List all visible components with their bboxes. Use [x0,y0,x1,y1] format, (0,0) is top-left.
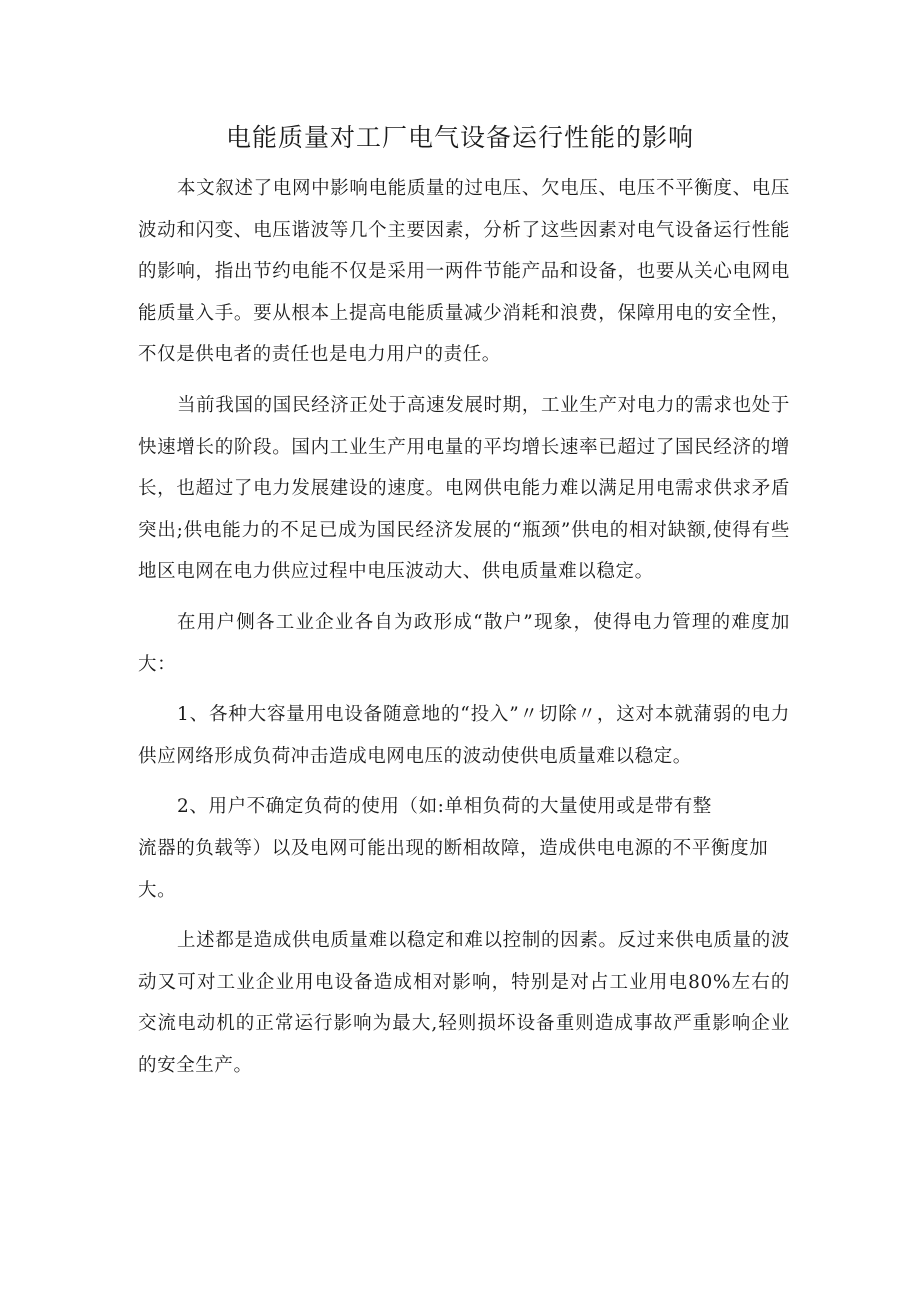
item-2-line: 大。 [138,879,177,901]
paragraph-conclusion: 上述都是造成供电质量难以稳定和难以控制的因素。反过来供电质量的波动又可对工业企业用电设备造成相对影响，特别是对占工业用电80%左右的交流电动机的正常运行影响为最大,轻则损坏设备重则造成事故严重影响企业的安全生产。 [138,930,790,1076]
document-title: 电能质量对工厂电气设备运行性能的影响 [225,123,694,152]
paragraph-background: 当前我国的国民经济正处于高速发展时期，工业生产对电力的需求也处于快速增长的阶段。国内工业生产用电量的平均增长速率已超过了国民经济的增长，也超过了电力发展建设的速度。电网供电能力难以满足用电需求供求矛盾突出;供电能力的不足已成为国民经济发展的“瓶颈”供电的相对缺额,使得有些地区电网在电力供应过程中电压波动大、供电质量难以稳定。 [138,394,790,583]
paragraph-item-2 [138,786,790,911]
document-body [138,168,790,1095]
item-2-line: 2、用户不确定负荷的使用（如:单相负荷的大量使用或是带有整 [177,796,712,818]
paragraph-abstract: 本文叙述了电网中影响电能质量的过电压、欠电压、电压不平衡度、电压波动和闪变、电压谐波等几个主要因素，分析了这些因素对电气设备运行性能的影响，指出节约电能不仅是采用一两件节能产品和设备，也要从关心电网电能质量入手。要从根本上提高电能质量减少消耗和浪费，保障用电的安全性，不仅是供电者的责任也是电力用户的责任。 [138,178,790,366]
paragraph-item-1: 1、各种大容量用电设备随意地的“投入”〃切除〃，这对本就蒲弱的电力供应网络形成负荷冲击造成电网电压的波动使供电质量难以稳定。 [138,704,790,767]
paragraph-user-side: 在用户侧各工业企业各自为政形成“散户”现象，使得电力管理的难度加大： [138,611,790,675]
item-2-line: 流器的负载等）以及电网可能出现的断相故障，造成供电电源的不平衡度加 [138,837,769,859]
